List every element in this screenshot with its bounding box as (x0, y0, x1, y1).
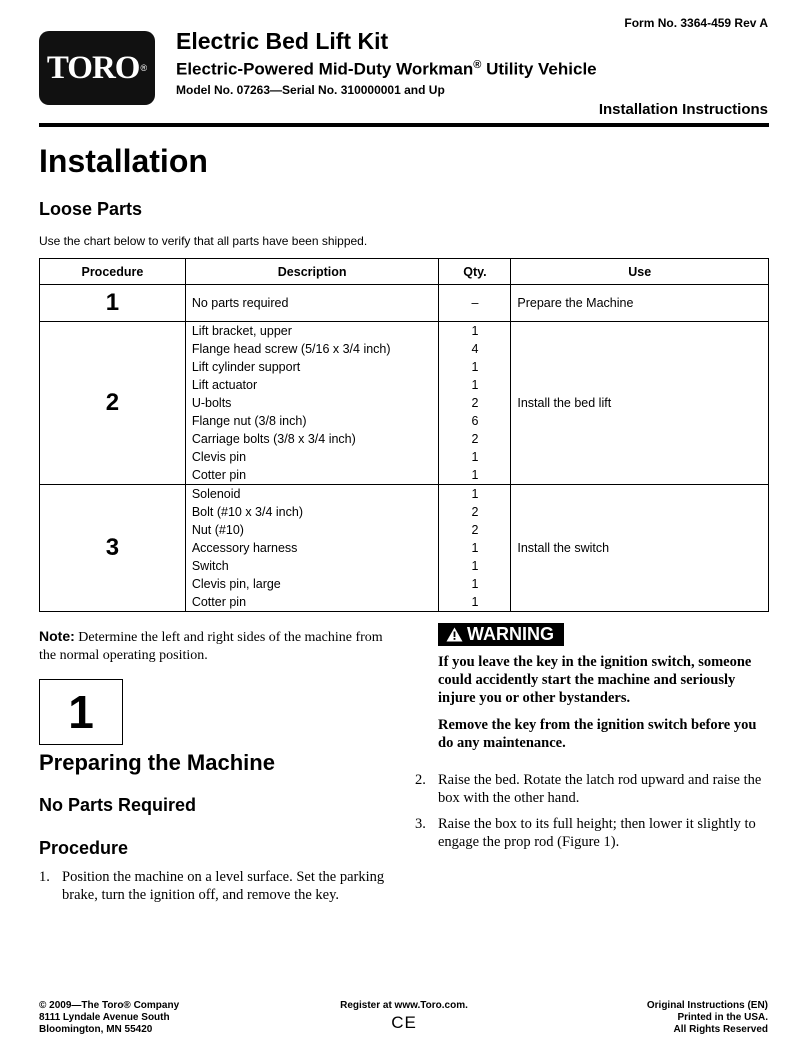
part-description: Solenoid (191, 487, 241, 501)
footer-line: 8111 Lyndale Avenue South (39, 1012, 170, 1023)
list-item (415, 815, 770, 851)
part-description: Accessory harness (191, 541, 298, 555)
part-description: Clevis pin (191, 450, 247, 464)
warning-text: If you leave the key in the ignition switch, someone could accidently start the machine and seriously injure you or other bystanders. (438, 654, 752, 706)
table-row (40, 285, 769, 322)
part-qty: 1 (471, 559, 479, 573)
part-qty: 1 (471, 595, 479, 609)
part-qty: 1 (471, 487, 479, 501)
doc-type: Installation Instructions (598, 101, 768, 118)
procedure-number: 1 (40, 285, 186, 322)
column-header: Use (511, 259, 769, 285)
step-num: 3. (415, 816, 426, 832)
part-qty: 4 (471, 342, 479, 356)
part-qty: 2 (471, 523, 479, 537)
part-description: No parts required (191, 296, 289, 310)
form-number: Form No. 3364-459 Rev A (624, 16, 768, 30)
table-row (40, 322, 769, 485)
part-description: Lift actuator (191, 378, 258, 392)
document-title: Electric Bed Lift Kit (176, 28, 389, 54)
description-cell (185, 485, 439, 612)
page-title: Installation (39, 143, 208, 179)
part-description: Switch (191, 559, 229, 573)
warning-label (438, 623, 564, 646)
qty-cell (439, 322, 511, 485)
footer-line: All Rights Reserved (673, 1024, 768, 1035)
description-cell (185, 322, 439, 485)
loose-parts-table (39, 258, 769, 612)
part-description: U-bolts (191, 396, 232, 410)
footer-right (647, 1000, 768, 1036)
description-cell (185, 285, 439, 322)
warning-triangle-icon (446, 627, 463, 642)
part-qty: 1 (471, 324, 479, 338)
use-cell: Install the bed lift (511, 322, 769, 485)
warning-instruction: Remove the key from the ignition switch before you do any maintenance. (438, 717, 757, 751)
step-number-box: 1 (39, 679, 123, 745)
procedure-number: 2 (40, 322, 186, 485)
part-description: Flange nut (3/8 inch) (191, 414, 307, 428)
footer-line: © 2009—The Toro® Company (39, 1000, 180, 1011)
use-cell: Prepare the Machine (511, 285, 769, 322)
part-qty: 2 (471, 505, 479, 519)
footer-line: Printed in the USA. (677, 1012, 768, 1023)
procedure-steps-left (39, 868, 389, 904)
part-qty: 6 (471, 414, 479, 428)
section-subtitle: No Parts Required (39, 795, 197, 815)
toro-logo (39, 31, 155, 105)
ce-mark-icon: CE (391, 1013, 417, 1032)
part-description: Lift bracket, upper (191, 324, 292, 338)
step-text: Raise the box to its full height; then lower it slightly to engage the prop rod (Figure 1). (438, 816, 756, 850)
subtitle-reg: ® (473, 59, 482, 71)
use-cell: Install the switch (511, 485, 769, 612)
qty-cell (439, 485, 511, 612)
note-text: Determine the left and right sides of the machine from the normal operating position. (39, 630, 383, 663)
part-description: Clevis pin, large (191, 577, 281, 591)
part-qty: 2 (471, 432, 479, 446)
logo-mark: ® (140, 63, 148, 73)
footer-line: Original Instructions (EN) (646, 1000, 768, 1011)
qty-cell (439, 285, 511, 322)
step-num: 1. (39, 869, 50, 885)
part-description: Cotter pin (191, 468, 247, 482)
model-line: Model No. 07263—Serial No. 310000001 and Up (176, 83, 445, 97)
part-qty: 1 (471, 450, 479, 464)
table-row (40, 485, 769, 612)
section-title: Preparing the Machine (39, 750, 275, 775)
loose-parts-intro: Use the chart below to verify that all parts have been shipped. (39, 234, 368, 248)
note (39, 627, 399, 665)
part-qty: 1 (471, 360, 479, 374)
part-description: Cotter pin (191, 595, 247, 609)
procedure-steps-right (415, 771, 770, 851)
procedure-heading: Procedure (39, 838, 129, 858)
footer-line: Bloomington, MN 55420 (39, 1024, 153, 1035)
part-description: Nut (#10) (191, 523, 244, 537)
subtitle-main: Electric-Powered Mid-Duty Workman (176, 59, 474, 79)
table-header-row (40, 259, 769, 285)
register-text: Register at www.Toro.com. (340, 1000, 468, 1011)
column-header: Description (185, 259, 439, 285)
step-text: Position the machine on a level surface. Set the parking brake, turn the ignition off, and remove the key. (62, 869, 385, 903)
part-description: Lift cylinder support (191, 360, 301, 374)
step-text: Raise the bed. Rotate the latch rod upward and raise the box with the other hand. (438, 772, 762, 806)
logo-text: TORO (46, 49, 140, 86)
column-header: Qty. (439, 259, 511, 285)
part-qty: 1 (471, 541, 479, 555)
list-item (39, 868, 389, 904)
header-rule (39, 123, 769, 127)
loose-parts-heading: Loose Parts (39, 199, 143, 219)
step-num: 2. (415, 772, 426, 788)
part-qty: 1 (471, 468, 479, 482)
warning-label-text: WARNING (467, 624, 554, 644)
column-header: Procedure (40, 259, 186, 285)
part-qty: 1 (471, 378, 479, 392)
part-description: Bolt (#10 x 3/4 inch) (191, 505, 303, 519)
subtitle-end: Utility Vehicle (481, 59, 597, 79)
list-item (415, 771, 770, 807)
part-qty: 2 (471, 396, 479, 410)
document-subtitle (176, 59, 597, 80)
note-label: Note: (39, 628, 75, 644)
part-description: Carriage bolts (3/8 x 3/4 inch) (191, 432, 356, 446)
part-description: Flange head screw (5/16 x 3/4 inch) (191, 342, 391, 356)
procedure-number: 3 (40, 485, 186, 612)
part-qty: – (471, 296, 479, 310)
part-qty: 1 (471, 577, 479, 591)
